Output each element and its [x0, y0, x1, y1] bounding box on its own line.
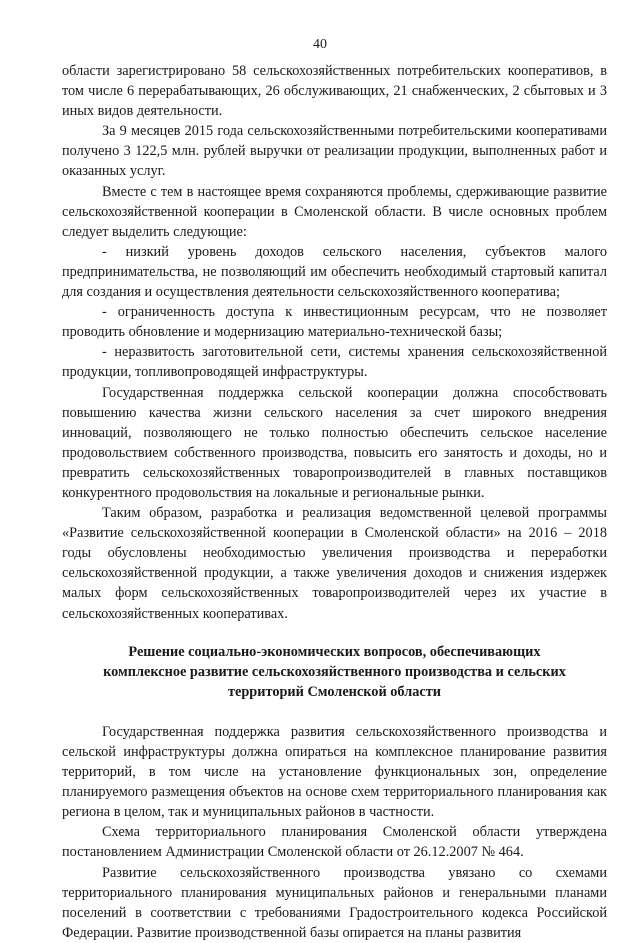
paragraph-planning-scheme: Схема территориального планирования Смоленской области утверждена постановлением Администрации Смоленской области от 26.12.2007 № 464.	[62, 824, 607, 861]
paragraph-cooperatives-count: области зарегистрировано 58 сельскохозяйственных потребительских кооперативов, в том числе 6 перерабатывающих, 26 обслуживающих, 21 снабженческих, 2 сбытовых и 3 иных видов деятельности.	[62, 63, 607, 120]
list-item-procurement-network: - неразвитость заготовительной сети, системы хранения сельскохозяйственной продукции, топливопроводящей инфраструктуры.	[62, 344, 607, 381]
page-number: 40	[313, 37, 327, 52]
list-item-investment-access: - ограниченность доступа к инвестиционным ресурсам, что не позволяет проводить обновление и модернизацию материально-технической базы;	[62, 304, 607, 341]
paragraph-production-development: Развитие сельскохозяйственного производства увязано со схемами территориального планирования муниципальных районов и генеральными планами поселений в соответствии с требованиями Градостроительного кодекса Российской Федерации. Развитие производственной базы опирается на планы развития	[62, 864, 607, 941]
paragraph-program-rationale: Таким образом, разработка и реализация ведомственной целевой программы «Развитие сельскохозяйственной кооперации в Смоленской области» на 2016 – 2018 годы обусловлены необходимостью увеличения производства и переработки сельскохозяйственной продукции, а также увеличения доходов и снижения издержек малых форм сельскохозяйственных товаропроизводителей через их участие в сельскохозяйственных кооперативах.	[62, 505, 607, 622]
paragraph-state-support: Государственная поддержка сельской кооперации должна способствовать повышению качества жизни сельского населения за счет широкого внедрения инноваций, позволяющего не только полностью обеспечить сельское население продовольствием собственного производства, повысить его занятость и доходы, но и превратить сельскохозяйственных товаропроизводителей в главных поставщиков конкурентного продовольствия на локальные и региональные рынки.	[62, 384, 607, 501]
list-item-low-income: - низкий уровень доходов сельского населения, субъектов малого предпринимательства, не позволяющий им обеспечить необходимый стартовый капитал для создания и осуществления деятельности сельскохозяйственного кооператива;	[62, 243, 607, 301]
paragraph-territorial-planning: Государственная поддержка развития сельскохозяйственного производства и сельской инфраструктуры должна опираться на комплексное планирование развития территорий, в том числе на установление функциональных зон, определение планируемого размещения объектов на основе схем территориального планирования как региона в целом, так и муниципальных районов в частности.	[62, 723, 607, 821]
section-heading: Решение социально-экономических вопросов, обеспечивающих комплексное развитие сельскохозяйственного производства и сельских территорий Смоленской области	[103, 643, 566, 700]
document-body	[62, 61, 607, 943]
paragraph-revenue: За 9 месяцев 2015 года сельскохозяйственными потребительскими кооперативами получено 3 122,5 млн. рублей выручки от реализации продукции, выполненных работ и оказанных услуг.	[62, 123, 607, 180]
paragraph-problems-intro: Вместе с тем в настоящее время сохраняются проблемы, сдерживающие развитие сельскохозяйственной кооперации в Смоленской области. В числе основных проблем следует выделить следующие:	[62, 183, 607, 240]
